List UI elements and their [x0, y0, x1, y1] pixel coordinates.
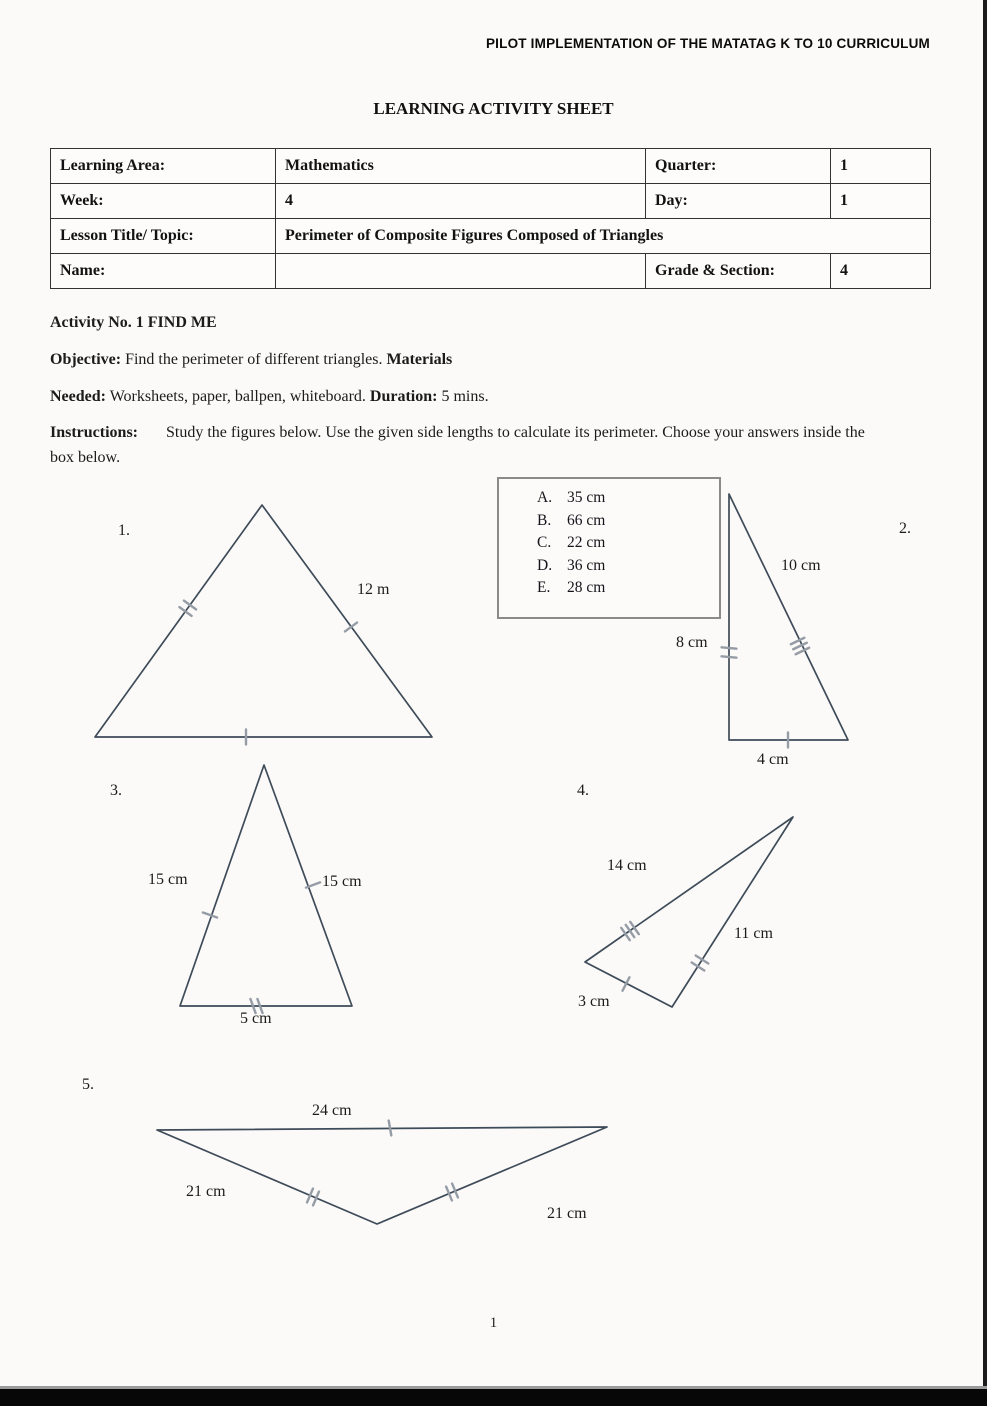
info-table [50, 148, 931, 289]
figure-5-number: 5. [82, 1076, 94, 1093]
name-label: Name: [51, 254, 276, 289]
side-length-label: 4 cm [757, 751, 789, 768]
tick [796, 648, 810, 655]
learning-area-value: Mathematics [276, 149, 646, 184]
option-letter: C. [537, 534, 552, 552]
option-letter: A. [537, 489, 553, 506]
tick [722, 647, 737, 648]
figure-4-number: 4. [577, 782, 589, 799]
side-length-label: 21 cm [547, 1205, 587, 1222]
side-length-label: 21 cm [186, 1183, 226, 1200]
tick [793, 643, 807, 650]
grade-section-value: 4 [831, 254, 931, 289]
tick-marks [621, 922, 708, 991]
instructions-line [50, 421, 868, 470]
curriculum-header: PILOT IMPLEMENTATION OF THE MATATAG K TO 10 CURRICULUM [485, 36, 930, 51]
tick [389, 1121, 392, 1136]
needed-label: Needed: [50, 388, 106, 405]
lesson-title-value: Perimeter of Composite Figures Composed of Triangles [276, 219, 931, 254]
learning-area-label: Learning Area: [51, 149, 276, 184]
triangle-outline [157, 1127, 607, 1224]
name-value [276, 254, 646, 289]
instructions-text: Study the figures below. Use the given side lengths to calculate its perimeter. Choose your answers inside the box below. [50, 424, 865, 466]
day-value: 1 [831, 184, 931, 219]
figure-4-triangle [560, 800, 830, 1030]
page-number: 1 [489, 1315, 498, 1331]
figure-2-number: 2. [899, 520, 911, 537]
quarter-value: 1 [831, 149, 931, 184]
tick [791, 638, 805, 645]
side-length-label: 24 cm [312, 1102, 352, 1119]
needed-line [50, 385, 910, 410]
option-letter: D. [537, 556, 553, 574]
option-letter: E. [537, 579, 551, 597]
tick [345, 623, 357, 632]
side-length-label: 14 cm [607, 857, 647, 874]
scan-edge-artifact [983, 0, 987, 1406]
side-length-label: 3 cm [578, 993, 610, 1010]
option-value: 66 cm [567, 511, 606, 529]
objective-text: Find the perimeter of different triangles. [121, 351, 387, 368]
figure-3-number: 3. [110, 782, 122, 799]
option-value: 28 cm [567, 579, 606, 597]
grade-section-label: Grade & Section: [646, 254, 831, 289]
tick [696, 955, 709, 963]
side-length-label: 15 cm [148, 871, 188, 888]
tick [184, 601, 196, 610]
day-label: Day: [646, 184, 831, 219]
figure-1-triangle [80, 490, 450, 760]
tick-marks [179, 601, 357, 745]
side-length-label: 5 cm [240, 1010, 272, 1027]
tick-marks [307, 1121, 458, 1206]
duration-label: Duration: [369, 388, 438, 405]
side-length-label: 15 cm [322, 873, 362, 890]
tick-marks [722, 638, 810, 748]
tick [179, 607, 191, 616]
side-length-label: 10 cm [781, 557, 821, 574]
needed-text: Worksheets, paper, ballpen, whiteboard. [105, 388, 370, 405]
figure-1-number: 1. [118, 522, 130, 539]
table-row [51, 254, 931, 289]
week-label: Week: [51, 184, 276, 219]
objective-line [50, 348, 910, 373]
tick [203, 913, 217, 918]
table-row [51, 184, 931, 219]
table-row [51, 219, 931, 254]
table-row [51, 149, 931, 184]
quarter-label: Quarter: [646, 149, 831, 184]
side-length-label: 12 m [357, 581, 390, 598]
side-length-label: 8 cm [676, 634, 708, 651]
side-length-label: 11 cm [734, 925, 773, 942]
duration-text: 5 mins. [437, 388, 489, 405]
option-value: 22 cm [567, 534, 606, 552]
option-value: 35 cm [567, 489, 606, 506]
figure-2-triangle [650, 480, 890, 780]
week-value: 4 [276, 184, 646, 219]
tick [722, 656, 737, 657]
lesson-title-label: Lesson Title/ Topic: [51, 219, 276, 254]
tick-marks [203, 882, 320, 1013]
sheet-title: LEARNING ACTIVITY SHEET [373, 99, 614, 118]
triangle-outline [95, 505, 432, 737]
triangle-outline [585, 817, 793, 1007]
figure-3-triangle [140, 750, 400, 1040]
materials-label: Materials [386, 351, 453, 368]
figure-5-triangle [120, 1090, 660, 1250]
triangle-outline [729, 494, 848, 740]
instructions-label: Instructions: [50, 424, 139, 441]
objective-label: Objective: [50, 351, 122, 368]
activity-title: Activity No. 1 FIND ME [50, 314, 217, 331]
option-letter: B. [537, 511, 552, 529]
scan-bar-artifact [0, 1386, 987, 1406]
tick [692, 962, 705, 970]
option-value: 36 cm [567, 556, 606, 574]
